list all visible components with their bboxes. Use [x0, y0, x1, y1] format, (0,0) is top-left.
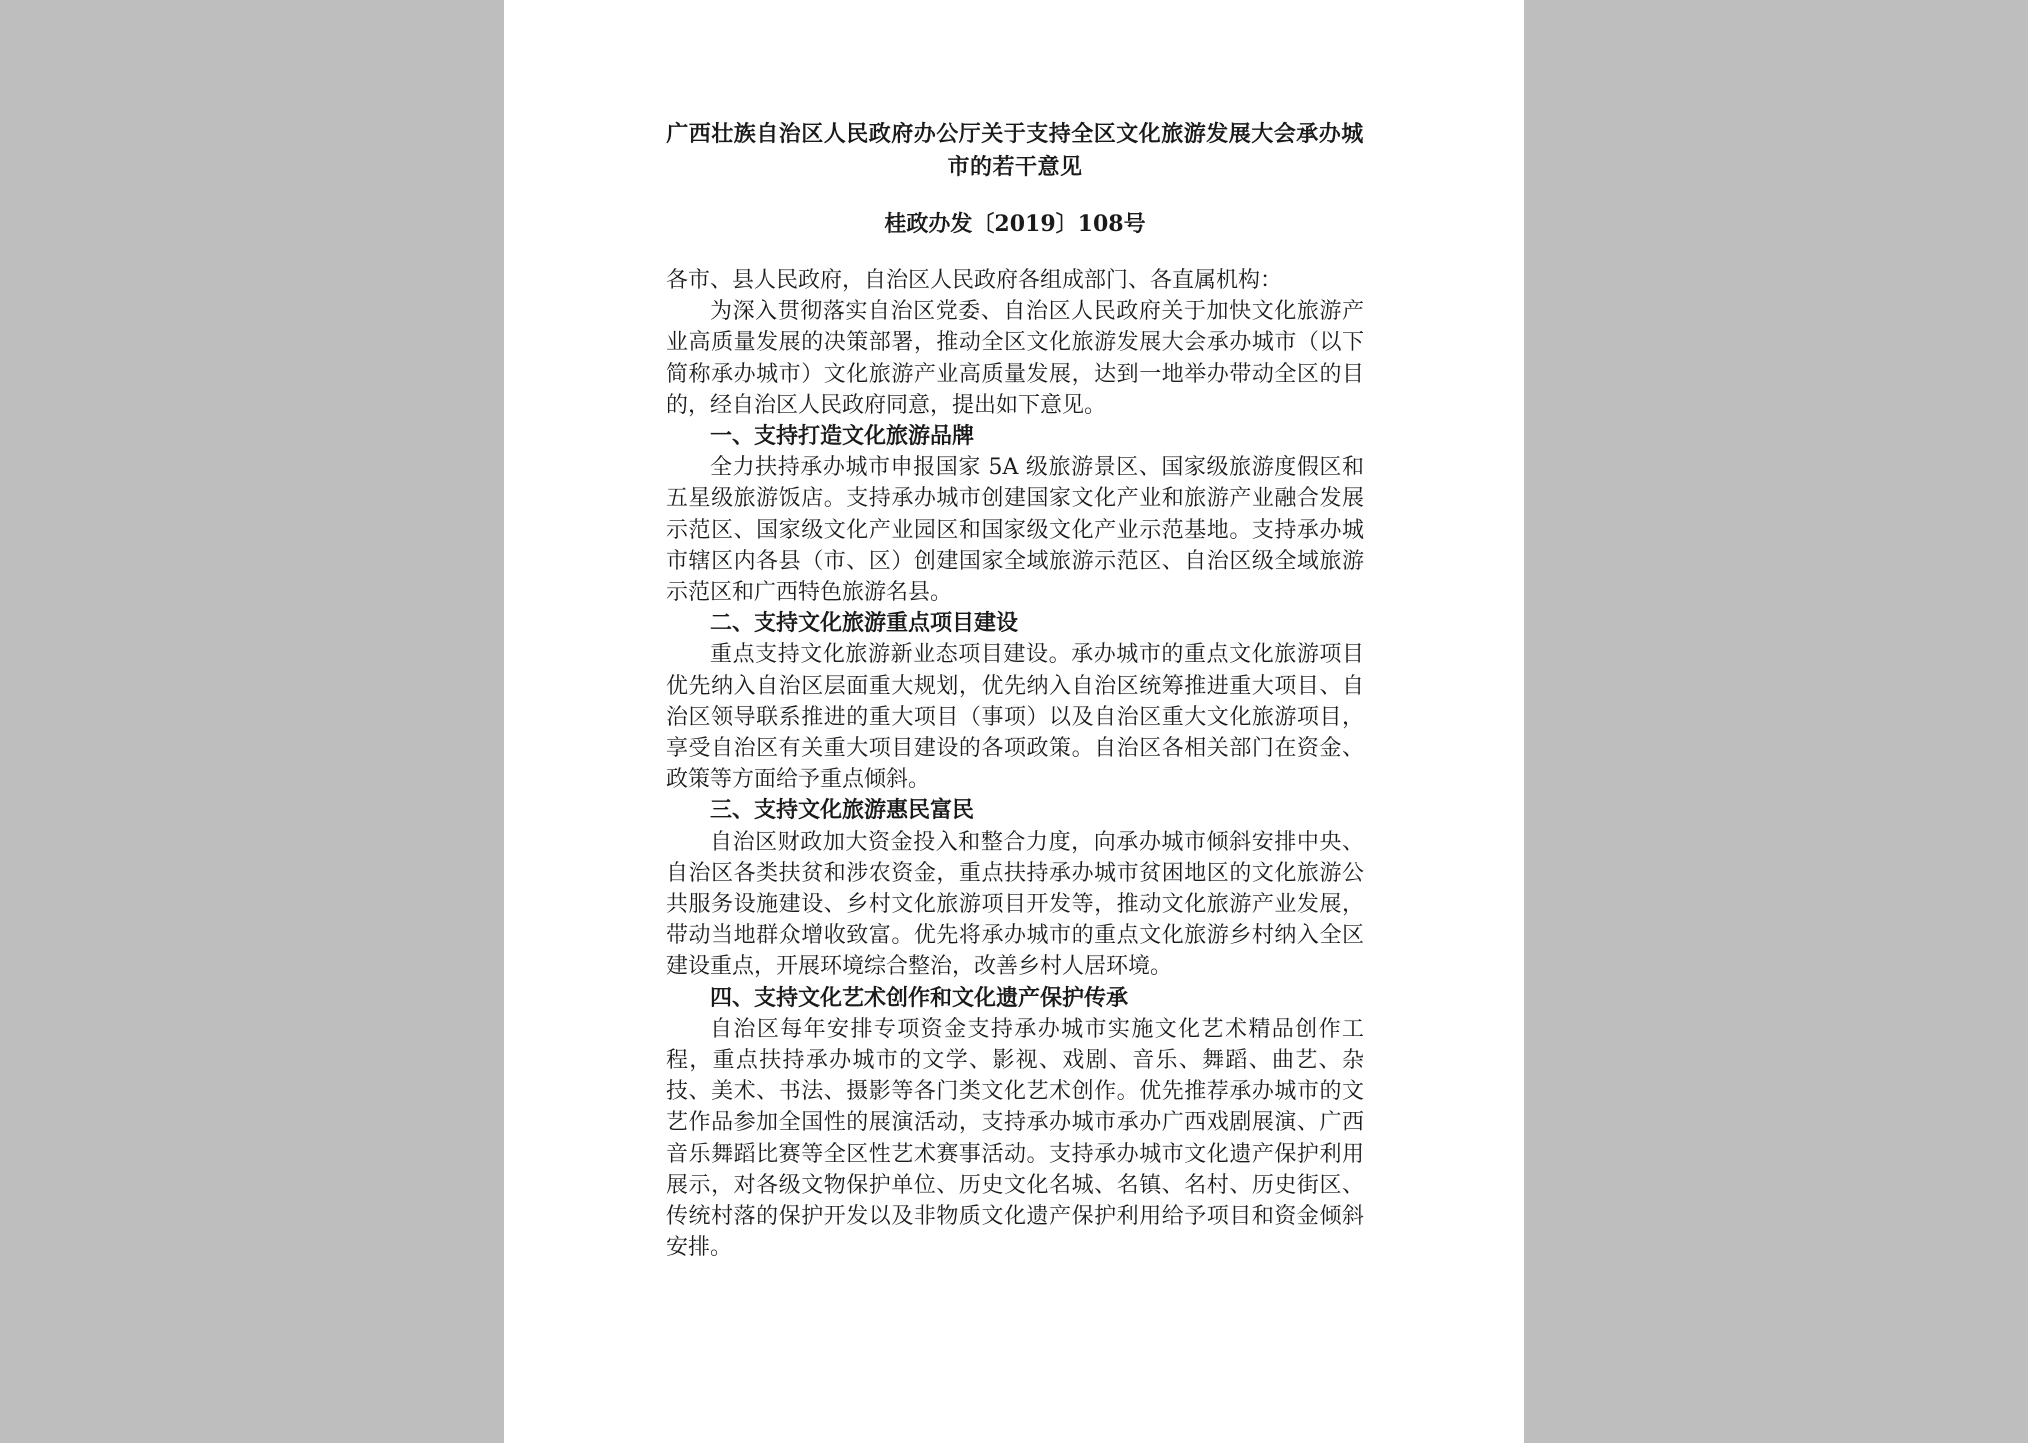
- section-heading-4: 四、支持文化艺术创作和文化遗产保护传承: [710, 984, 1129, 1011]
- document-number: 桂政办发〔2019〕108号: [884, 211, 1146, 237]
- section-body-2: 重点支持文化旅游新业态项目建设。承办城市的重点文化旅游项目优先纳入自治区层面重大规划，优先纳入自治区统筹推进重大项目、自治区领导联系推进的重大项目（事项）以及自治区重大文化旅游项目，享受自治区有关重大项目建设的各项政策。自治区各相关部门在资金、政策等方面给予重点倾斜。: [666, 642, 1364, 793]
- section-body-3: 自治区财政加大资金投入和整合力度，向承办城市倾斜安排中央、自治区各类扶贫和涉农资金，重点扶持承办城市贫困地区的文化旅游公共服务设施建设、乡村文化旅游项目开发等，推动文化旅游产业发展，带动当地群众增收致富。优先将承办城市的重点文化旅游乡村纳入全区建设重点，开展环境综合整治，改善乡村人居环境。: [666, 829, 1364, 980]
- section-body-1: 全力扶持承办城市申报国家 5A 级旅游景区、国家级旅游度假区和五星级旅游饭店。支持承办城市创建国家文化产业和旅游产业融合发展示范区、国家级文化产业园区和国家级文化产业示范基地。支持承办城市辖区内各县（市、区）创建国家全域旅游示范区、自治区级全域旅游示范区和广西特色旅游名县。: [666, 455, 1364, 606]
- document-page: [504, 0, 1524, 1443]
- addressee-line: 各市、县人民政府，自治区人民政府各组成部门、各直属机构：: [666, 268, 1283, 293]
- document-title: 广西壮族自治区人民政府办公厅关于支持全区文化旅游发展大会承办城市的若干意见: [666, 121, 1364, 180]
- section-heading-3: 三、支持文化旅游惠民富民: [710, 797, 975, 824]
- section-body-4: 自治区每年安排专项资金支持承办城市实施文化艺术精品创作工程，重点扶持承办城市的文学、影视、戏剧、音乐、舞蹈、曲艺、杂技、美术、书法、摄影等各门类文化艺术创作。优先推荐承办城市的文艺作品参加全国性的展演活动，支持承办城市承办广西戏剧展演、广西音乐舞蹈比赛等全区性艺术赛事活动。支持承办城市文化遗产保护利用展示，对各级文物保护单位、历史文化名城、名镇、名村、历史街区、传统村落的保护开发以及非物质文化遗产保护利用给予项目和资金倾斜安排。: [666, 1016, 1364, 1261]
- section-heading-2: 二、支持文化旅游重点项目建设: [710, 610, 1019, 637]
- section-heading-1: 一、支持打造文化旅游品牌: [710, 423, 975, 450]
- intro-paragraph: 为深入贯彻落实自治区党委、自治区人民政府关于加快文化旅游产业高质量发展的决策部署，推动全区文化旅游发展大会承办城市（以下简称承办城市）文化旅游产业高质量发展，达到一地举办带动全区的目的，经自治区人民政府同意，提出如下意见。: [666, 299, 1364, 418]
- page-content: [666, 118, 1364, 1264]
